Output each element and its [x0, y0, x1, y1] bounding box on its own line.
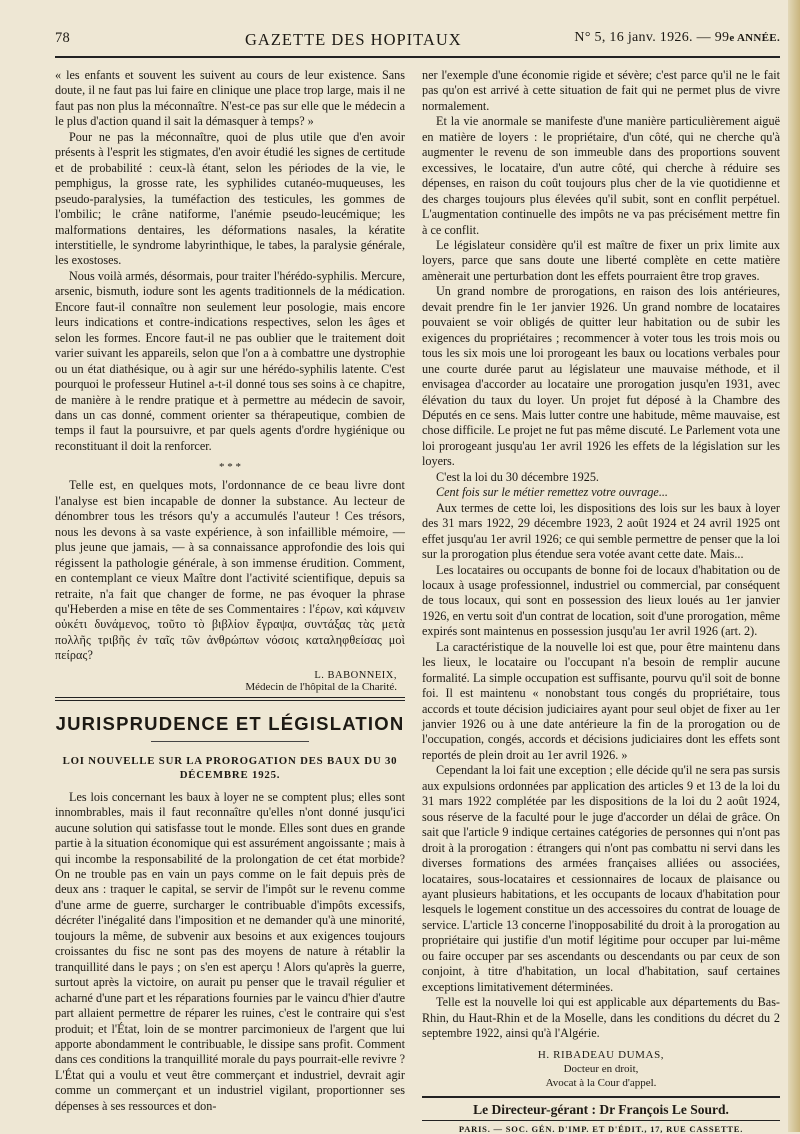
page-edge — [788, 0, 800, 1132]
author-signature: L. BABONNEIX, — [314, 669, 397, 681]
paragraph: La caractéristique de la nouvelle loi est que, pour être maintenu dans les lieux, le locataire ou l'occupant n'a besoin de remplir aucune formalité. La simple occupation est suffisante, pourvu qu'il soit de bonne foi. Il est maintenu « nonobstant tous congés du propriétaire, tous accords et toute décision judiciaires ayant pour seul objet de fixer au 1er janvier 1926 ou à une date antérieure la fin de la prorogation ou de l'occupation, congés, accords et décisions judiciaires dont les effets sont reportés de plein droit au 1er avril 1926. » — [422, 639, 780, 762]
paragraph: Cependant la loi fait une exception ; elle décide qu'il ne sera pas sursis aux expulsions ordonnées par application des articles 9 et 13 de la loi du 31 mars 1922 complétée par les dispositions de la loi du 2 août 1924, sous réserve de la faculté pour le juge d'accorder un délai de grâce. On sait que l'article 9 indique certaines catégories de personnes qui n'ont pas droit à la prorogation : étrangers qui n'ont pas combattu ni servi dans les diverses formations des armées françaises alliées ou associées, locataires, sous-locataires et cessionnaires de locaux de plaisance ou ayant plusieurs habitations, et les occupants de locaux d'habitation pour lesquels le logement constitue un des accessoires du contrat de louage de service. L'article 13 concerne l'inopposabilité du droit à la prorogation au propriétaire qui justifie d'un motif légitime pour occuper par lui-même ou faire occuper par ses ascendants ou descendants ou par ceux de son conjoint, à titre d'habitation, un local d'habitation, sauf certaines exceptions limitativement déterminées. — [422, 763, 780, 994]
paragraph: Pour ne pas la méconnaître, quoi de plus utile que d'en avoir présents à l'esprit les stigmates, d'en avoir étudié les signes de certitude et de probabilité : ceux-là étant, selon les périodes de la vie, le pemphigus, la grosse rate, les syphilides cutanéo-muqueuses, les pseudo-paralysies, la tuméfaction des testicules, les gommes de l'ombilic; le crâne natiforme, l'anémie pseudo-leucémique; les malformations dentaires, les déformations nasales, la kératite interstitielle, le syndrome labyrinthique, le tabes, la paralysie générale, les exostoses. — [55, 129, 405, 268]
author-degree: Docteur en droit, — [563, 1062, 639, 1075]
footer-rule — [422, 1096, 780, 1098]
author-title: Médecin de l'hôpital de la Charité. — [245, 680, 397, 693]
issue-info: N° 5, 16 janv. 1926. — 99e ANNÉE. — [574, 30, 780, 45]
paragraph: Nous voilà armés, désormais, pour traiter l'hérédo-syphilis. Mercure, arsenic, bismuth, iodure sont les agents traditionnels de la médication. Encore faut-il connaître non seulement leur posologie, mais encore leurs indications et contre-indications respectives, selon les âges et selon les formes. Encore faut-il ne pas oublier que le traitement doit varier suivant les appareils, selon que l'on a à combattre une dystrophie ou un état diathésique, ou à agir sur une hérédo-syphilis latente. C'est pourquoi le professeur Hutinel a-t-il donné tous ses soins à ce chapitre, de manière à le rendre pratique et à permettre au médecin de savoir, dans un cas donné, comment orienter sa thérapeutique, combien de temps il faut la poursuivre, et par quels agents d'ordre hygiénique ou reconstituant il doit la renforcer. — [55, 268, 405, 453]
paragraph: Et la vie anormale se manifeste d'une manière particulièrement aiguë en matière de loyers : le propriétaire, d'un côté, qui ne cherche qu'à augmenter le revenu de son immeuble dans des proportions souvent excessives, le locataire, d'un autre côté, qui cherche à réduire ses dépenses, en raison du coût toujours plus cher de la vie quotidienne et des charges toujours plus élevées qu'il subit, sont en conflit perpétuel. L'augmentation continuelle des impôts ne va pas précisément mettre fin à ce conflit. — [422, 114, 780, 237]
paragraph: « les enfants et souvent les suivent au cours de leur existence. Sans doute, il ne faut pas lui faire en clinique une place trop large, mais il ne faut pas non plus la méconnaître. N'est-ce pas sur elle que le médecin a le plus d'action quand il sait la démasquer à temps? » — [55, 68, 405, 129]
paragraph: Le législateur considère qu'il est maître de fixer un prix limite aux loyers, parce que sans doute une liberté complète en cette matière amènerait une perturbation dont les effets pourraient être trop graves. — [422, 237, 780, 283]
footer-printer: PARIS. — SOC. GÉN. D'IMP. ET D'ÉDIT., 17, RUE CASSETTE. — [458, 1123, 744, 1134]
section-separator: * * * — [219, 461, 241, 474]
header-rule — [55, 56, 780, 58]
footer-rule-thin — [422, 1120, 780, 1121]
author-title: Avocat à la Cour d'appel. — [545, 1076, 657, 1089]
author-signature: H. RIBADEAU DUMAS, — [537, 1048, 665, 1061]
paragraph: Telle est la nouvelle loi qui est applicable aux départements du Bas-Rhin, du Haut-Rhin et de la Moselle, dans les conditions du décret du 2 septembre 1922, ainsi qu'à l'Algérie. — [422, 995, 780, 1041]
right-column — [422, 68, 780, 1134]
paragraph: Aux termes de cette loi, les dispositions des lois sur les baux à loyer des 31 mars 1922, 29 décembre 1923, 2 août 1924 et 24 avril 1925 ont effet jusqu'au 1er avril 1926; ce qui semble permettre de penser que la loi sur la prorogation plus étendue sera votée avant cette date. Mais... — [422, 500, 780, 562]
paragraph: Les locataires ou occupants de bonne foi de locaux d'habitation ou de locaux à usage professionnel, industriel ou commercial, par conséquent de tous locaux, qui sont en possession des lieux loués au 1er janvier 1926, en vertu soit d'un contrat de location, soit d'une prorogation, même expirés sont maintenus en possession jusqu'au 1er avril 1926 (art. 2). — [422, 562, 780, 639]
footer-director: Le Directeur-gérant : Dr François Le Sourd. — [473, 1101, 729, 1117]
paragraph: Un grand nombre de prorogations, en raison des lois antérieures, devait prendre fin le 1er janvier 1926. Un grand nombre de locataires pouvaient se voir obligés de quitter leur habitation ou de subir les exigences du propriétaires ; recommencer à voter tous les trois mois ou tous les six mois une loi prorogeant les baux ou locations verbales pour une courte durée parut au législateur une mauvaise méthode, et il envisagea d'accorder au locataire une prorogation jusqu'en 1931, avec élévation du taux du loyer. Un projet fut déposé à la Chambre des Députés en ce sens. Mais lutter contre une habitude, même mauvaise, est chose difficile. Le projet ne fut pas même discuté. Le Parlement vota une loi prorogeant jusqu'au 1er avril 1926 les effets de la législation sur les loyers. — [422, 284, 780, 469]
left-column — [55, 68, 405, 1114]
paragraph: Telle est, en quelques mots, l'ordonnance de ce beau livre dont l'analyse est bien incapable de donner la substance. Au lecteur de dénombrer tous les trésors qu'y a accumulés l'auteur ! Ces trésors, nous les devons à sa vaste expérience, à son infaillible mémoire, — plus jeune que jamais, — à sa connaissance approfondie des lois qui régissent la pathologie générale, à son immense érudition. Comment, en contemplant ce vieux Maître dont l'activité scientifique, depuis sa retraite, n'a fait que changer de forme, ne pas évoquer la phrase qu'Heberden a mise en tête de ses Commentaires : l'έρων, καὶ κάμνειν οὐκέτι δυνάμενος, τοῦτο τὸ βιβλίον ἔγραψα, συντάξας τὰς μετὰ πολλῆς τριβῆς ἐν ταῖς τῶν ἀνθρώπων νόσοις καταληφθείσας μοὶ πείρας? — [55, 478, 405, 663]
page-number: 78 — [55, 30, 71, 46]
paragraph: ner l'exemple d'une économie rigide et sévère; c'est parce qu'il ne le fait pas qu'on est arrivé à cette situation de fait qui ne permet plus de vivre normalement. — [422, 68, 780, 113]
paragraph: Cent fois sur le métier remettez votre ouvrage... — [436, 485, 668, 500]
title-underline — [151, 741, 309, 742]
journal-title: GAZETTE DES HOPITAUX — [245, 30, 462, 49]
article-title: LOI NOUVELLE SUR LA PROROGATION DES BAUX DU 30 DÉCEMBRE 1925. — [62, 754, 398, 781]
section-title: JURISPRUDENCE ET LÉGISLATION — [55, 712, 405, 734]
section-rule — [55, 697, 405, 701]
paragraph: Les lois concernant les baux à loyer ne se comptent plus; elles sont innombrables, mais il faut reconnaître qu'elles n'ont donné jusqu'ici aucune solution qui satisfasse tout le monde. Elles sont dues en grande partie à la situation économique qui est assurément angoissante ; mais à qui incombe la responsabilité de la prolongation de cet état morbide? On ne trouble pas en vain un pays comme on le fait depuis près de deux ans : traquer le capital, se servir de l'impôt sur le revenu comme d'une arme de guerre, surcharger le contribuable d'impôts excessifs, décréter l'inégalité dans l'imposition et ne demander qu'à une minorité, toujours la même, de subvenir aux besoins et aux exigences toujours croissantes du fisc ne sont pas des moyens de nature à rétablir la tranquillité dans le pays ; on s'en est aperçu ! Alors qu'après la guerre, surtout après la victoire, on aurait pu penser que le travail régulier et acharné d'une part et les réparations fournies par le vaincu d'hier d'autre part allaient permettre de réparer les ruines, c'est le contraire qui s'est produit; et l'État, loin de se montrer parcimonieux de l'argent que lui apporte abondamment le contribuable, le dissipe sans profit. Comment dans ces conditions la tranquillité morale du pays pourrait-elle revivre ? L'État qui a voulu et veut être commerçant et industriel, devrait agir comme un commerçant et un industriel vigilant, proportionner ses dépenses à ses ressources et don- — [55, 789, 405, 1113]
page-header — [55, 24, 780, 50]
paragraph: C'est la loi du 30 décembre 1925. — [436, 469, 599, 484]
